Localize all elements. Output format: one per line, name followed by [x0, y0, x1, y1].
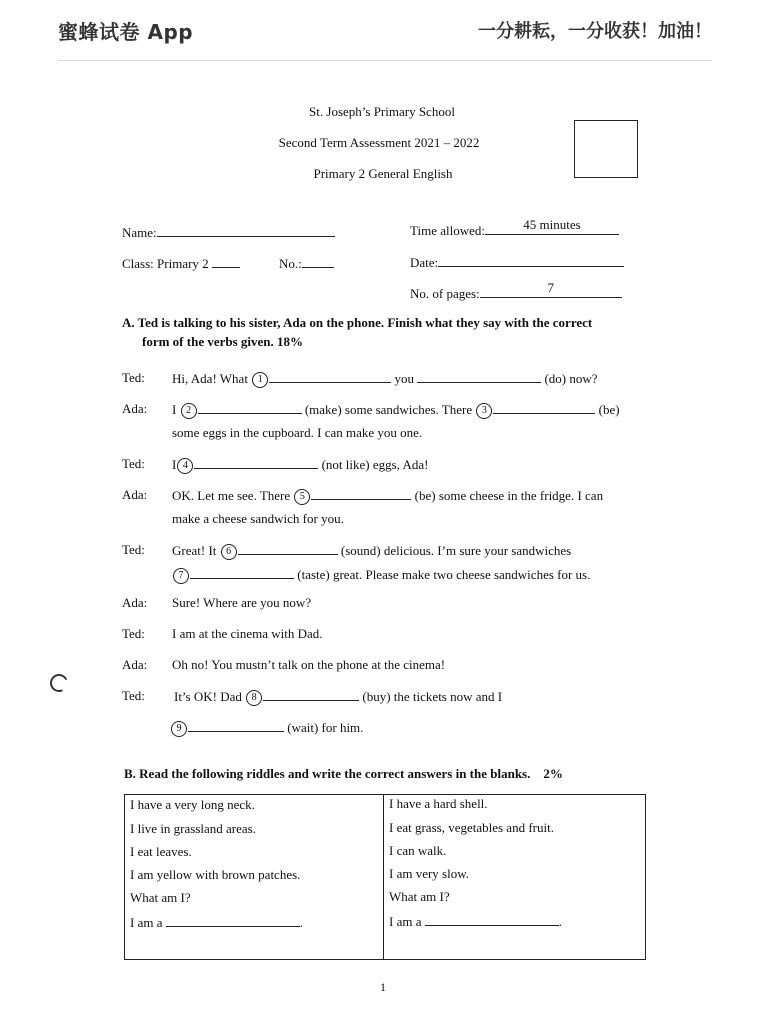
riddle-left: [125, 795, 384, 959]
header-divider: [58, 60, 712, 61]
section-b-percent: 2%: [543, 766, 563, 781]
answer-blank-5[interactable]: [311, 487, 411, 500]
riddle-line: I can walk.: [389, 843, 447, 858]
section-b-text: B. Read the following riddles and write the correct answers in the blanks.: [124, 766, 531, 781]
line-text: (wait) for him.: [287, 720, 364, 735]
riddle-table: [124, 794, 646, 960]
riddle-line: What am I?: [130, 890, 191, 905]
time-blank: [485, 217, 619, 235]
answer-blank-3[interactable]: [493, 401, 595, 414]
dialogue-line: [174, 688, 502, 706]
subject-title: Primary 2 General English: [313, 166, 453, 181]
assessment-title: Second Term Assessment 2021 – 2022: [278, 135, 480, 150]
dialogue-line: [172, 456, 428, 474]
time-field: [410, 217, 619, 239]
number-label: No.:: [279, 256, 302, 271]
name-field: [122, 224, 335, 241]
name-label: Name:: [122, 225, 157, 240]
riddle-line: I eat leaves.: [130, 844, 192, 859]
section-a-instruction-2: form of the verbs given. 18%: [142, 334, 304, 349]
line-text: Hi, Ada! What: [172, 371, 248, 386]
dialogue-line: some eggs in the cupboard. I can make you one.: [172, 425, 423, 440]
riddle-answer-label: I am a: [389, 914, 422, 929]
line-text: I: [172, 457, 177, 472]
scan-mark-icon: [47, 671, 70, 694]
pages-blank: [480, 280, 622, 298]
line-text: OK. Let me see. There: [172, 488, 291, 503]
line-text: (not like) eggs, Ada!: [321, 457, 429, 472]
question-number: 9: [171, 721, 187, 737]
question-number: 3: [476, 403, 492, 419]
time-value: 45 minutes: [523, 217, 581, 232]
number-blank: [302, 255, 334, 268]
dialogue-line: [172, 370, 598, 388]
dialogue-line: [172, 542, 571, 560]
time-label: Time allowed:: [410, 223, 485, 238]
school-name: St. Joseph’s Primary School: [309, 104, 455, 119]
speaker-label: Ted:: [122, 456, 145, 471]
answer-blank-4[interactable]: [194, 456, 318, 469]
score-box: [574, 120, 638, 178]
pages-field: [410, 280, 622, 302]
line-text: (be) some cheese in the fridge. I can: [414, 488, 604, 503]
class-blank: [212, 255, 240, 268]
question-number: 7: [173, 568, 189, 584]
question-number: 1: [252, 372, 268, 388]
line-text: (taste) great. Please make two cheese sandwiches for us.: [297, 567, 591, 582]
riddle-line: I have a very long neck.: [130, 797, 255, 812]
dialogue-line: [170, 719, 363, 737]
line-text: (buy) the tickets now and I: [362, 689, 503, 704]
date-field: [410, 254, 624, 271]
app-header: [0, 0, 768, 62]
date-blank: [438, 254, 624, 267]
riddle-line: I live in grassland areas.: [130, 821, 256, 836]
line-text: Great! It: [172, 543, 217, 558]
line-text: (make) some sandwiches. There: [304, 402, 473, 417]
section-b-instruction: [124, 766, 563, 782]
riddle-line: What am I?: [389, 889, 450, 904]
number-field: [279, 255, 334, 272]
class-label: Class: Primary 2: [122, 256, 209, 271]
speaker-label: Ted:: [122, 626, 145, 641]
answer-blank-2[interactable]: [198, 401, 302, 414]
section-a-instruction-1: A. Ted is talking to his sister, Ada on the phone. Finish what they say with the correct: [122, 315, 593, 330]
answer-blank-8[interactable]: [263, 688, 359, 701]
riddle-answer-line: I am a .: [130, 915, 303, 930]
speaker-label: Ted:: [122, 370, 145, 385]
answer-blank-6[interactable]: [238, 542, 338, 555]
dialogue-line: [172, 401, 620, 419]
speaker-label: Ted:: [122, 688, 145, 703]
line-text: I: [172, 402, 177, 417]
app-title: 蜜蜂试卷 App: [58, 20, 194, 44]
dialogue-line: make a cheese sandwich for you.: [172, 511, 344, 526]
pages-value: 7: [547, 280, 554, 295]
speaker-label: Ada:: [122, 487, 148, 502]
answer-blank-1b[interactable]: [417, 370, 541, 383]
line-text: (be): [598, 402, 620, 417]
question-number: 4: [177, 458, 193, 474]
line-text: (do) now?: [544, 371, 598, 386]
dialogue-line: I am at the cinema with Dad.: [172, 626, 323, 641]
name-blank: [157, 224, 335, 237]
line-text: (sound) delicious. I’m sure your sandwiches: [340, 543, 572, 558]
exam-page: [0, 62, 768, 1024]
riddle-answer-blank-2[interactable]: [425, 913, 559, 926]
speaker-label: Ada:: [122, 595, 148, 610]
riddle-line: I am very slow.: [389, 866, 470, 881]
question-number: 2: [181, 403, 197, 419]
line-text: you: [394, 371, 414, 386]
answer-blank-1[interactable]: [269, 370, 391, 383]
line-text: It’s OK! Dad: [174, 689, 242, 704]
question-number: 5: [294, 489, 310, 505]
date-label: Date:: [410, 255, 439, 270]
riddle-answer-blank-1[interactable]: [166, 914, 300, 927]
speaker-label: Ada:: [122, 401, 148, 416]
dialogue-line: [172, 487, 603, 505]
answer-blank-7[interactable]: [190, 566, 294, 579]
dialogue-line: Sure! Where are you now?: [172, 595, 312, 610]
app-slogan: 一分耕耘，一分收获！加油！: [478, 21, 712, 42]
class-field: [122, 255, 240, 272]
dialogue-line: [172, 566, 590, 584]
riddle-line: I eat grass, vegetables and fruit.: [389, 820, 554, 835]
dialogue-line: Oh no! You mustn’t talk on the phone at the cinema!: [172, 657, 446, 672]
riddle-answer-line: I am a .: [389, 914, 562, 929]
speaker-label: Ted:: [122, 542, 145, 557]
question-number: 8: [246, 690, 262, 706]
page-number: 1: [380, 980, 386, 994]
riddle-right: [384, 795, 642, 959]
speaker-label: Ada:: [122, 657, 148, 672]
riddle-line: I am yellow with brown patches.: [130, 867, 301, 882]
answer-blank-9[interactable]: [188, 719, 284, 732]
question-number: 6: [221, 544, 237, 560]
riddle-line: I have a hard shell.: [389, 796, 488, 811]
pages-label: No. of pages:: [410, 286, 480, 301]
riddle-answer-label: I am a: [130, 915, 163, 930]
